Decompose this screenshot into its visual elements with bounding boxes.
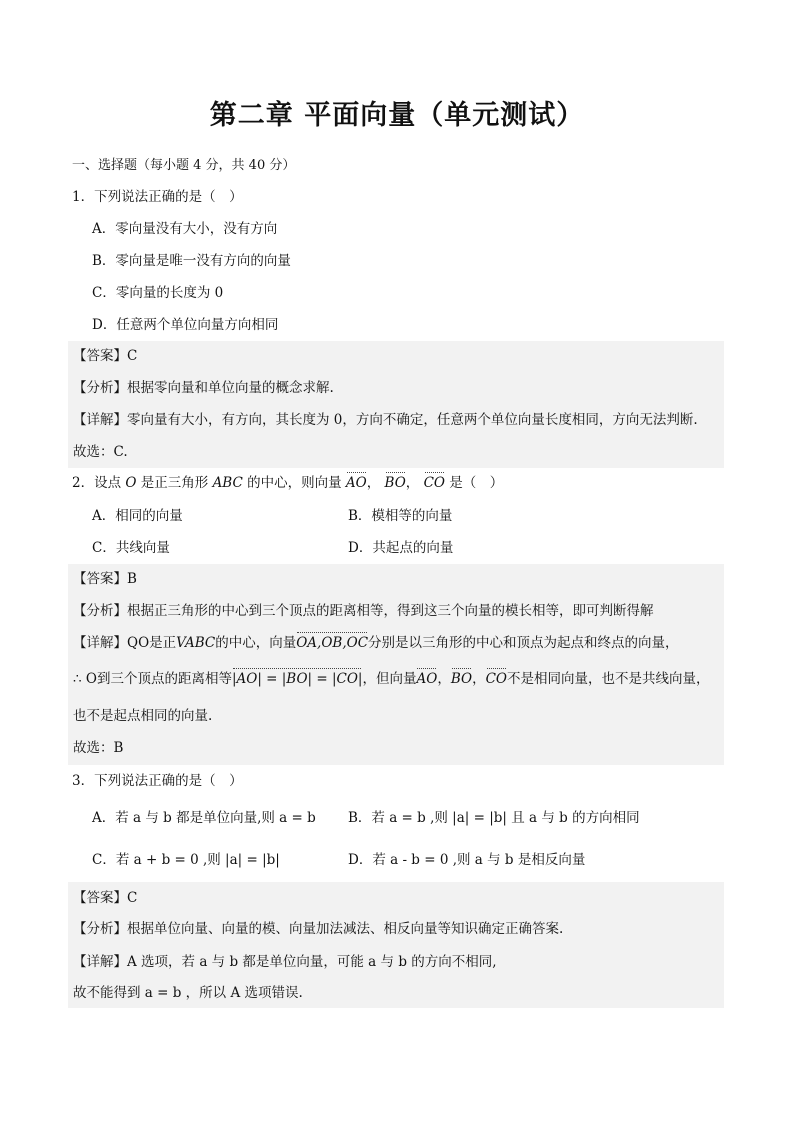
q1-answer: 【答案】C: [73, 348, 138, 364]
q1-answer-box: [68, 341, 724, 468]
q1-option-c: C．零向量的长度为 0: [92, 285, 224, 301]
q2-detail-part2: 的中心，向量: [215, 635, 297, 651]
q2-vector-co: CO: [423, 475, 445, 491]
q2-detail-line2: [73, 669, 709, 689]
q2-option-b: B．模相等的向量: [348, 508, 453, 524]
q2-stem-part4: 是（ ）: [449, 475, 504, 491]
q2-option-c: C．共线向量: [92, 540, 170, 556]
q2-detail-vector-co: CO: [485, 671, 507, 687]
q1-stem: 1．下列说法正确的是（ ）: [72, 189, 243, 205]
q2-stem-part3: 的中心，则向量: [247, 475, 342, 491]
q3-option-d: D．若 a - b = 0 ,则 a 与 b 是相反向量: [348, 852, 586, 868]
q2-detail-line2-part1: ∴ O到三个顶点的距离相等: [73, 671, 232, 687]
q1-option-b: B．零向量是唯一没有方向的向量: [92, 253, 291, 269]
q2-detail-line2-part2: ，但向量: [362, 671, 417, 687]
q2-point-o: O: [125, 475, 137, 491]
q2-detail-line3: 也不是起点相同的向量.: [73, 708, 213, 724]
q2-detail-part1: 【详解】QO是正: [73, 635, 177, 651]
q1-option-d: D．任意两个单位向量方向相同: [92, 317, 279, 333]
q2-analysis: 【分析】根据正三角形的中心到三个顶点的距离相等，得到这三个向量的模长相等，即可判断得解: [73, 603, 654, 619]
q3-answer: 【答案】C: [73, 890, 138, 906]
q2-detail-vector-ao: AO: [416, 671, 438, 687]
q1-choice: 故选：C.: [73, 444, 128, 460]
q2-detail-comma-1: ，: [437, 671, 451, 687]
q2-option-a: A．相同的向量: [92, 508, 183, 524]
q2-detail-equal-moduli: |AO| = |BO| = |CO|: [231, 671, 363, 687]
q2-detail-triangle: VABC: [176, 635, 216, 651]
q2-detail-vectors: OA,OB,OC: [296, 635, 369, 651]
q3-analysis: 【分析】根据单位向量、向量的模、向量加法减法、相反向量等知识确定正确答案.: [73, 921, 564, 937]
q2-answer-box: [68, 564, 724, 765]
q1-detail: 【详解】零向量有大小，有方向，其长度为 0，方向不确定，任意两个单位向量长度相同，方向无法判断.: [73, 412, 698, 428]
q2-stem-part1: 2．设点: [72, 475, 122, 491]
q3-option-a: A．若 a 与 b 都是单位向量,则 a = b: [92, 810, 316, 826]
q2-detail-comma-2: ，: [472, 671, 486, 687]
q2-answer: 【答案】B: [73, 571, 137, 587]
q1-analysis: 【分析】根据零向量和单位向量的概念求解.: [73, 380, 334, 396]
q3-detail: 【详解】A 选项，若 a 与 b 都是单位向量，可能 a 与 b 的方向不相同,: [73, 954, 497, 970]
page-title: 第二章 平面向量（单元测试）: [209, 100, 585, 131]
q2-triangle: ABC: [212, 475, 243, 491]
q2-vector-ao: AO: [345, 475, 367, 491]
q2-comma-1: ，: [366, 475, 381, 491]
q2-vector-bo: BO: [384, 475, 406, 491]
q2-detail-line2-part3: 不是相同向量，也不是共线向量，: [506, 671, 710, 687]
q2-detail-part3: 分别是以三角形的中心和顶点为起点和终点的向量，: [368, 635, 679, 651]
section-heading: 一、选择题（每小题 4 分，共 40 分）: [72, 158, 296, 173]
q2-detail-line1: [73, 633, 679, 653]
q2-choice: 故选：B: [73, 740, 124, 756]
q2-stem: [72, 473, 503, 493]
q3-answer-box: [68, 882, 724, 1008]
q3-detail-line2: 故不能得到 a = b ，所以 A 选项错误.: [73, 985, 303, 1001]
q3-option-b: B．若 a = b ,则 |a| = |b| 且 a 与 b 的方向相同: [348, 810, 640, 826]
q3-stem: 3．下列说法正确的是（ ）: [72, 773, 243, 789]
q2-detail-vector-bo: BO: [450, 671, 473, 687]
q2-comma-2: ，: [405, 475, 420, 491]
q2-option-d: D．共起点的向量: [348, 540, 454, 556]
q2-stem-part2: 是正三角形: [140, 475, 209, 491]
q1-option-a: A．零向量没有大小，没有方向: [92, 221, 278, 237]
q3-option-c: C．若 a + b = 0 ,则 |a| = |b|: [92, 852, 280, 868]
